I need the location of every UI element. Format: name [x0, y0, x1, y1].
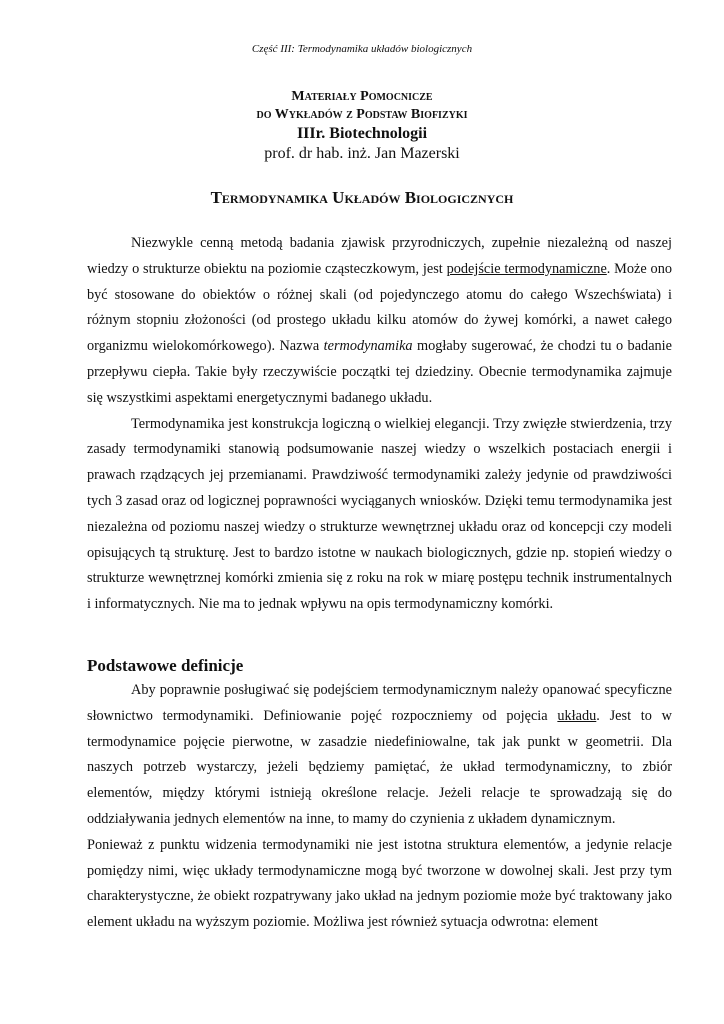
p1-underlined-term: podejście termodynamiczne [446, 260, 607, 277]
intro-text [87, 231, 672, 618]
p3-text-a: Aby poprawnie posługiwać się podejściem termodynamicznym należy opanować specyficzne słownictwo termodynamiki. Definiowanie pojęć rozpoczniemy od pojęcia [87, 682, 672, 724]
paragraph-2: Termodynamika jest konstrukcja logiczną o wielkiej elegancji. Trzy zwięzłe stwierdzenia, trzy zasady termodynamiki stanowią podsumowanie naszej wiedzy o wszelkich postaciach energii i prawach rządzących jej przemianami. Prawdziwość termodynamiki zależy jedynie od prawdziwości tych 3 zasad oraz od logicznej poprawności wyciąganych wniosków. Dzięki temu termodynamika jest niezależna od poziomu naszej wiedzy o strukturze wewnętrznej układu oraz od koncepcji czy modeli opisujących tą strukturę. Jest to bardzo istotne w naukach biologicznych, gdzie np. stopień wiedzy o strukturze wewnętrznej komórki zmienia się z roku na rok w miarę postępu technik instrumentalnych i informatycznych. Nie ma to jednak wpływu na opis termodynamiczny komórki. [87, 415, 672, 613]
p1-text-a: Niezwykle cenną metodą badania zjawisk przyrodniczych, zupełnie niezależną od naszej wiedzy o strukturze obiektu na poziomie cząsteczkowym, jest [87, 235, 672, 277]
main-title: Termodynamika Układów Biologicznych [210, 188, 514, 207]
p1-text-e: mogłaby sugerować, że chodzi tu o badanie przepływu ciepła. Takie były rzeczywiście początki tej dziedziny. Obecnie termodynamika zajmuje się wszystkimi aspektami energetycznymi badanego układu. [87, 338, 673, 406]
definitions-text [87, 678, 672, 936]
section-heading: Podstawowe definicje [87, 656, 244, 675]
title-block [0, 88, 724, 164]
running-header: Część III: Termodynamika układów biologicznych [251, 43, 473, 55]
title-line-1: Materiały Pomocnicze [291, 89, 433, 104]
paragraph-3 [87, 678, 672, 833]
author-line: prof. dr hab. inż. Jan Mazerski [264, 145, 460, 162]
p3-text-c: . Jest to w termodynamice pojęcie pierwotne, w zasadzie niedefiniowalne, tak jak punkt w geometrii. Dla naszych potrzeb wystarczy, jeżeli będziemy pamiętać, że układ termodynamiczny, to zbiór elementów, między którymi istnieją określone relacje. Jeżeli relacje te sprowadzają się do oddziaływania jednych elementów na inne, to mamy do czynienia z układem dynamicznym. [87, 707, 672, 827]
paragraph-1 [87, 231, 672, 412]
p3-underlined-term: układu [557, 707, 597, 724]
paragraph-4: Ponieważ z punktu widzenia termodynamiki nie jest istotna struktura elementów, a jedynie relacje pomiędzy nimi, więc układy termodynamiczne mogą być tworzone w dowolnej skali. Jest przy tym charakterystyczne, że obiekt rozpatrywany jako układ na jednym poziomie może być traktowany jako element układu na wyższym poziomie. Możliwa jest również sytuacja odwrotna: element [87, 836, 672, 931]
p1-italic-term: termodynamika [323, 338, 413, 355]
p1-text-c: . Może ono być stosowane do obiektów o różnej skali (od pojedynczego atomu do całego Wszechświata) i różnym stopniu złożoności (od prostego układu kilku atomów do żywej komórki, a nawet całego organizmu wielokomórkowego). Nazwa [87, 260, 672, 355]
title-line-3: IIIr. Biotechnologii [296, 125, 428, 142]
title-line-2: do Wykładów z Podstaw Biofizyki [256, 107, 468, 122]
